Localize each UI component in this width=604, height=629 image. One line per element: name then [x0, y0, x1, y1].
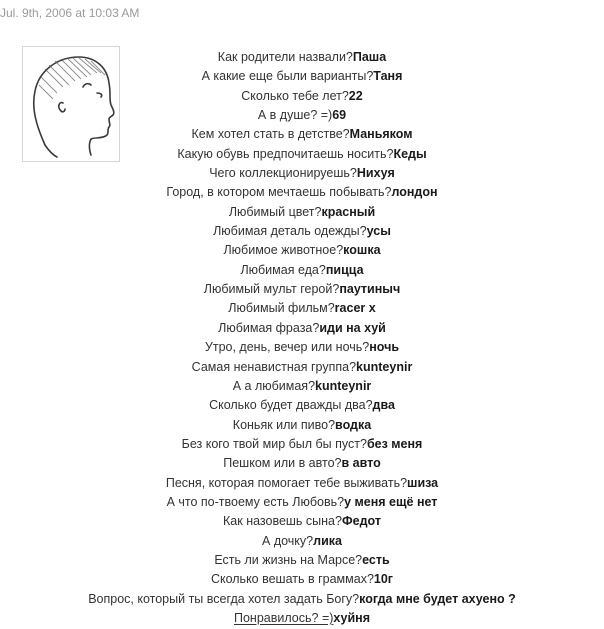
answer: красный — [321, 204, 376, 219]
qa-row-22 — [0, 454, 604, 473]
qa-row-14 — [0, 299, 604, 318]
qa-row-21 — [0, 435, 604, 454]
answer: лика — [313, 533, 342, 548]
answer: два — [372, 398, 395, 413]
question: Любимый мульт герой? — [203, 282, 340, 297]
qa-row-9 — [0, 203, 604, 222]
qa-row-23 — [0, 474, 604, 493]
qa-row-13 — [0, 280, 604, 299]
qa-row-8 — [0, 183, 604, 202]
qa-row-16 — [0, 338, 604, 357]
answer: 69 — [332, 108, 347, 123]
qa-row-5 — [0, 125, 604, 144]
answer: у меня ещё нет — [344, 494, 438, 509]
answer: Кеды — [393, 146, 427, 161]
question: Любимое животное? — [223, 243, 344, 258]
answer: хуйня — [333, 610, 370, 625]
answer: Паша — [352, 50, 387, 64]
question: Без кого твой мир был бы пуст? — [181, 436, 367, 451]
qa-row-19 — [0, 396, 604, 415]
answer: паутиныч — [339, 282, 401, 297]
question: А дочку? — [262, 533, 314, 548]
question: Любимый цвет? — [228, 204, 322, 219]
answer: 10г — [373, 572, 394, 587]
answer: 22 — [348, 88, 363, 103]
question: Есть ли жизнь на Марсе? — [214, 552, 363, 567]
qa-row-2 — [0, 67, 604, 86]
qa-row-3 — [0, 87, 604, 106]
question: Как родители назвали? — [217, 50, 353, 64]
question: Коньяк или пиво? — [232, 417, 336, 432]
question: А в душе? =) — [257, 108, 333, 123]
question: Любимый фильм? — [228, 301, 335, 316]
post-date: Jul. 9th, 2006 at 10:03 AM — [0, 6, 140, 20]
qa-row-24 — [0, 493, 604, 512]
qa-row-10 — [0, 222, 604, 241]
qa-row-28 — [0, 570, 604, 589]
answer: шиза — [407, 475, 439, 490]
question: Город, в котором мечтаешь побывать? — [166, 185, 392, 200]
qa-row-18 — [0, 377, 604, 396]
qa-row-17 — [0, 358, 604, 377]
answer: Маньяком — [349, 127, 413, 142]
qa-row-1 — [0, 48, 604, 67]
qa-row-20 — [0, 416, 604, 435]
answer: иди на хуй — [319, 320, 386, 335]
answer: Нихуя — [356, 166, 395, 181]
question: Любимая деталь одежды? — [213, 224, 367, 239]
answer: в авто — [341, 456, 381, 471]
qa-row-25 — [0, 512, 604, 531]
answer: есть — [362, 552, 390, 567]
qa-row-26 — [0, 532, 604, 551]
answer: когда мне будет ахуено ? — [359, 591, 516, 606]
question: Песня, которая помогает тебе выживать? — [165, 475, 408, 490]
question: Самая ненавистная группа? — [191, 359, 357, 374]
qa-row-29 — [0, 590, 604, 609]
question: А какие еще были варианты? — [201, 69, 374, 84]
answer: Таня — [373, 69, 403, 84]
qa-row-12 — [0, 261, 604, 280]
qa-row-30 — [0, 609, 604, 628]
question: Пешком или в авто? — [223, 456, 342, 471]
question: Какую обувь предпочитаешь носить? — [177, 146, 394, 161]
question: Сколько будет дважды два? — [209, 398, 373, 413]
answer: ночь — [369, 340, 400, 355]
qa-row-4 — [0, 106, 604, 125]
question: Сколько тебе лет? — [241, 88, 349, 103]
question: Сколько вешать в граммах? — [210, 572, 374, 587]
answer: Федот — [341, 514, 381, 529]
qa-row-6 — [0, 145, 604, 164]
question: А что по-твоему есть Любовь? — [166, 494, 345, 509]
answer: лондон — [391, 185, 438, 200]
answer: racer x — [334, 301, 376, 316]
question: Утро, день, вечер или ночь? — [204, 340, 370, 355]
answer: без меня — [366, 436, 423, 451]
qa-row-11 — [0, 241, 604, 260]
qa-row-7 — [0, 164, 604, 183]
question: Любимая фраза? — [218, 320, 320, 335]
question: А а любимая? — [232, 378, 316, 393]
question: Любимая еда? — [240, 262, 326, 277]
answer: кошка — [343, 243, 381, 258]
qa-list — [0, 48, 604, 628]
question: Кем хотел стать в детстве? — [191, 127, 350, 142]
answer: водка — [335, 417, 372, 432]
answer: усы — [366, 224, 391, 239]
question: Как назовешь сына? — [223, 514, 342, 529]
answer: kunteynir — [315, 378, 372, 393]
question: Чего коллекционируешь? — [209, 166, 357, 181]
answer: пицца — [325, 262, 364, 277]
question: Понравилось? =) — [234, 610, 334, 625]
qa-row-15 — [0, 319, 604, 338]
qa-row-27 — [0, 551, 604, 570]
question: Вопрос, который ты всегда хотел задать Богу? — [88, 591, 360, 606]
answer: kunteynir — [356, 359, 413, 374]
